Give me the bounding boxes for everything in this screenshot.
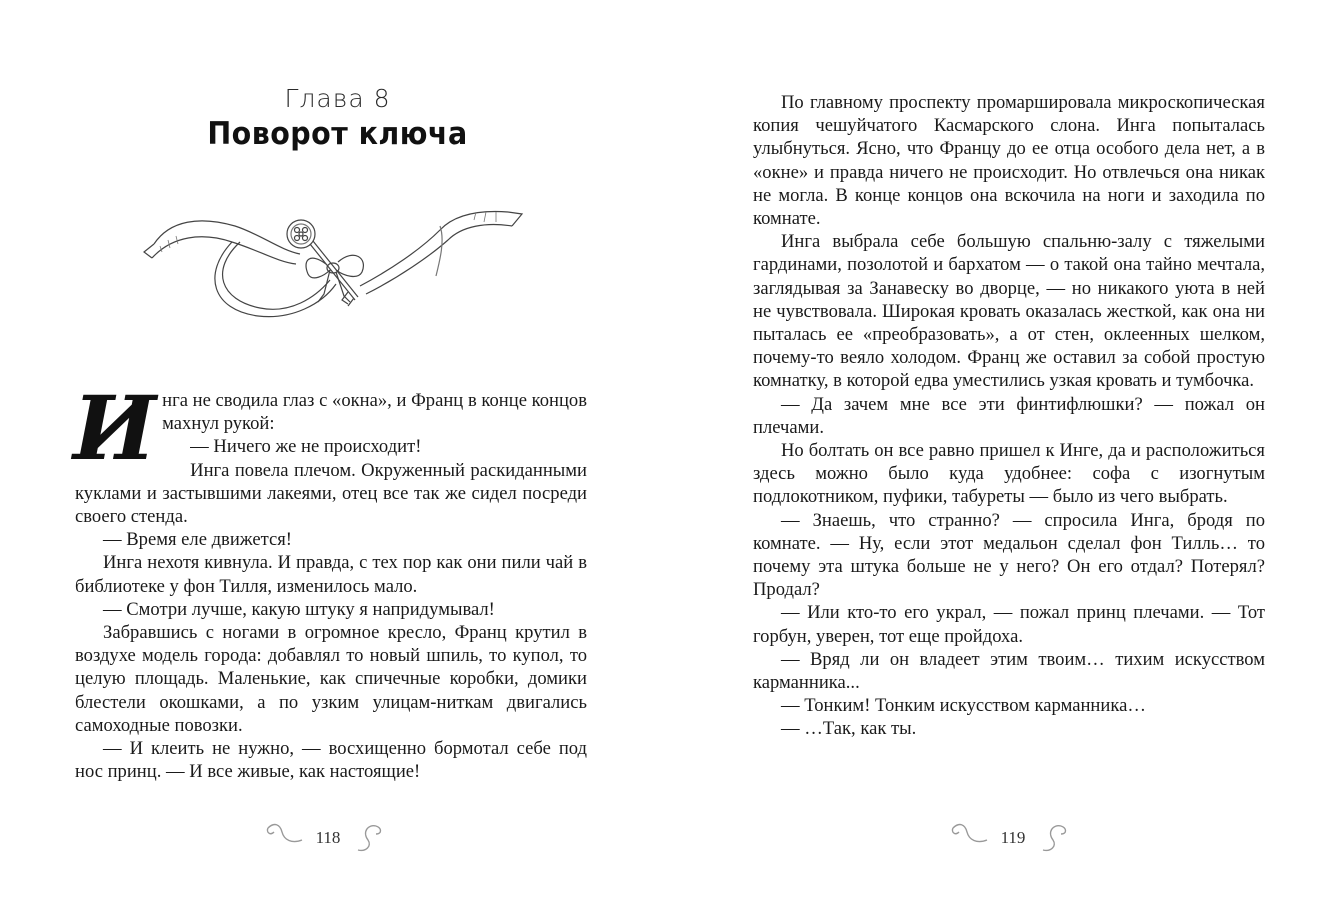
right-page bbox=[668, 0, 1336, 900]
paragraph: — Знаешь, что странно? — спросила Инга, бродя по комнате. — Ну, если этот медальон сделал фон Тилль… то почему эта штука больше не у него? Он его отдал? Потерял? Продал? bbox=[753, 509, 1265, 601]
paragraph: Забравшись с ногами в огромное кресло, Франц крутил в воздухе модель города: добавлял то новый шпиль, то купол, то целую площадь. Маленькие, как спичечные коробки, домики блестели окошками, а по узким улицам-ниткам двигались самоходные повозки. bbox=[75, 622, 587, 736]
paragraph: — Тонким! Тонким искусством карманника… bbox=[781, 695, 1146, 717]
page-number-ornament bbox=[943, 820, 1083, 856]
chapter-number: Глава 8 bbox=[284, 84, 391, 113]
paragraph: — Вряд ли он владеет этим твоим… тихим искусством карманника... bbox=[753, 648, 1265, 694]
paragraph: — Время еле движется! bbox=[103, 529, 292, 551]
paragraph: — Да зачем мне все эти финтифлюшки? — пожал он плечами. bbox=[753, 393, 1265, 438]
paragraph: Инга повела плечом. Окруженный раскиданными куклами и застывшими лакеями, отец все так же сидел посреди своего стенда. bbox=[75, 459, 587, 528]
paragraph: — …Так, как ты. bbox=[781, 718, 917, 740]
page-number: 118 bbox=[315, 828, 341, 847]
page-number-ornament bbox=[258, 820, 398, 856]
paragraph: Но болтать он все равно пришел к Инге, да и расположиться здесь можно было куда удобнее: софа с изогнутым подлокотником, пуфики, табуреты — было из чего выбрать. bbox=[753, 440, 1265, 508]
paragraph-text: нга не сводила глаз с «окна», и Франц в конце концов махнул рукой: bbox=[162, 390, 587, 435]
paragraph: Инга нехотя кивнула. И правда, с тех пор как они пили чай в библиотеке у фон Тилля, изменилось мало. bbox=[75, 552, 587, 597]
paragraph: — Смотри лучше, какую штуку я напридумывал! bbox=[103, 598, 495, 620]
page-number: 119 bbox=[1000, 828, 1026, 847]
paragraph: Инга выбрала себе большую спальню-залу с тяжелыми гардинами, позолотой и бархатом — о такой она тайно мечтала, заглядывая за Занавеску во дворце, — но никакого уюта в ней не чувствовала. Широкая кровать оказалась жесткой, как она ни пыталась ее «преобразовать», а от стен, оклеенных шелком, почему-то веяло холодом. Франц же оставил за собой простую комнатку, в которой едва уместились узкая кровать и тумбочка. bbox=[753, 231, 1265, 392]
right-body-text bbox=[753, 91, 1265, 741]
ribbon-key-illustration bbox=[140, 190, 530, 320]
left-body-text bbox=[73, 376, 587, 783]
drop-cap: И bbox=[73, 376, 157, 480]
paragraph: — Или кто-то его украл, — пожал принц плечами. — Тот горбун, уверен, тот еще пройдоха. bbox=[753, 602, 1265, 647]
paragraph: По главному проспекту промаршировала микроскопическая копия чешуйчатого Касмарского слона. Инга попыталась улыбнуться. Ясно, что Францу до ее отца особого дела нет, а в «окне» и правда ничего не происходит. Но отвлечься она никак не могла. В конце концов она вскочила на ноги и заходила по комнате. bbox=[753, 92, 1265, 230]
chapter-title: Поворот ключа bbox=[207, 116, 468, 152]
paragraph: — И клеить не нужно, — восхищенно бормотал себе под нос принц. — И все живые, как настоящие! bbox=[75, 738, 587, 783]
paragraph: — Ничего же не происходит! bbox=[190, 436, 422, 458]
